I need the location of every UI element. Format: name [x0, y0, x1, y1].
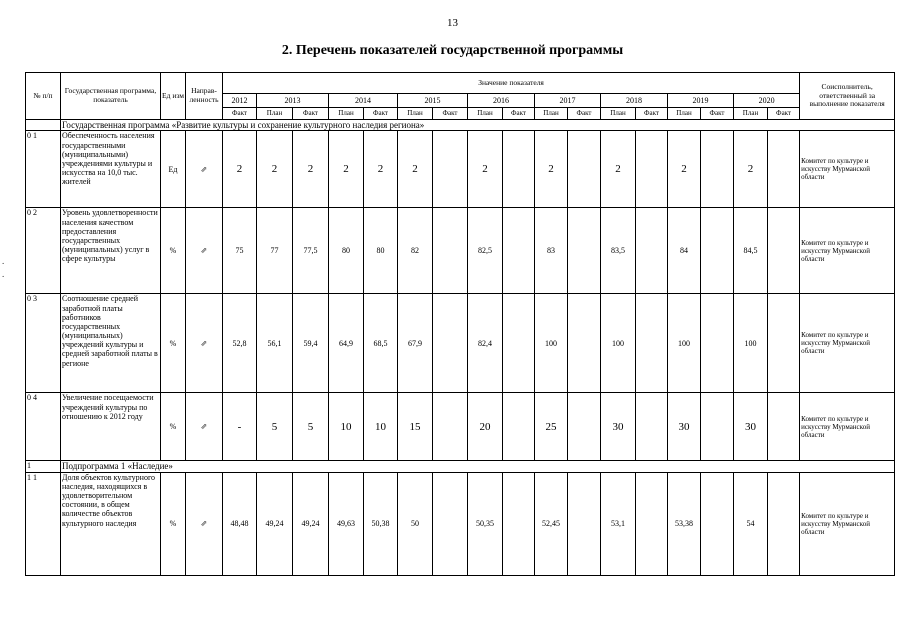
- indicator-value: 75: [223, 208, 257, 294]
- indicator-value: [568, 294, 601, 393]
- indicator-value: [568, 472, 601, 575]
- sub-header-cell: План: [601, 108, 636, 120]
- page-number: 13: [447, 17, 458, 29]
- indicator-value: [636, 393, 668, 461]
- indicator-value: 100: [668, 294, 701, 393]
- indicator-value: 52,45: [535, 472, 568, 575]
- indicator-row: [26, 472, 895, 575]
- indicator-value: [503, 294, 535, 393]
- indicator-value: [433, 472, 468, 575]
- direction-arrow-icon: ⇗: [186, 208, 223, 294]
- indicator-value: 84,5: [734, 208, 768, 294]
- indicator-value: [768, 472, 800, 575]
- sub-header-cell: План: [257, 108, 293, 120]
- indicator-name: Доля объектов культурного наследия, находящихся в удовлетворительном состоянии, в общем количестве объектов культурного наследия: [61, 472, 161, 575]
- indicator-value: [568, 208, 601, 294]
- indicator-value: 67,9: [398, 294, 433, 393]
- indicator-value: [433, 208, 468, 294]
- indicator-value: 84: [668, 208, 701, 294]
- indicator-value: 80: [364, 208, 398, 294]
- indicator-value: 64,9: [329, 294, 364, 393]
- direction-arrow-icon: ⇗: [186, 294, 223, 393]
- header-executor: Соисполнитель, ответственный за выполнение показателя: [800, 73, 895, 120]
- indicator-code: 0 1: [26, 131, 61, 208]
- indicator-unit: %: [161, 472, 186, 575]
- indicator-executor: Комитет по культуре и искусству Мурманской области: [800, 393, 895, 461]
- indicator-value: 83,5: [601, 208, 636, 294]
- table-body: [26, 120, 895, 576]
- section-row: [26, 461, 895, 472]
- year-2013: 2013: [257, 94, 329, 108]
- year-2018: 2018: [601, 94, 668, 108]
- indicator-unit: %: [161, 393, 186, 461]
- indicator-value: 77: [257, 208, 293, 294]
- header-no: № п/п: [26, 73, 61, 120]
- indicator-value: 52,8: [223, 294, 257, 393]
- indicator-executor: Комитет по культуре и искусству Мурманской области: [800, 131, 895, 208]
- sub-header-cell: План: [468, 108, 503, 120]
- year-2017: 2017: [535, 94, 601, 108]
- indicator-value: [568, 393, 601, 461]
- indicator-value: 80: [329, 208, 364, 294]
- indicator-value: 2: [398, 131, 433, 208]
- sub-header-cell: Факт: [293, 108, 329, 120]
- indicator-value: [701, 393, 734, 461]
- section-title: Государственная программа «Развитие культуры и сохранение культурного наследия региона»: [61, 120, 895, 131]
- indicator-value: 49,24: [293, 472, 329, 575]
- indicator-value: 54: [734, 472, 768, 575]
- indicator-value: 25: [535, 393, 568, 461]
- indicator-value: [701, 131, 734, 208]
- indicator-value: -: [223, 393, 257, 461]
- indicator-value: 83: [535, 208, 568, 294]
- sub-header-cell: План: [398, 108, 433, 120]
- section-row: [26, 120, 895, 131]
- indicator-value: [768, 131, 800, 208]
- year-2019: 2019: [668, 94, 734, 108]
- indicator-unit: Ед: [161, 131, 186, 208]
- indicator-value: 30: [668, 393, 701, 461]
- indicator-executor: Комитет по культуре и искусству Мурманской области: [800, 294, 895, 393]
- indicator-row: [26, 393, 895, 461]
- indicator-value: 2: [329, 131, 364, 208]
- indicator-value: 2: [293, 131, 329, 208]
- year-2014: 2014: [329, 94, 398, 108]
- direction-arrow-icon: ⇗: [186, 131, 223, 208]
- year-2016: 2016: [468, 94, 535, 108]
- margin-mark: .: [2, 269, 5, 279]
- indicator-value: 49,24: [257, 472, 293, 575]
- indicator-value: 82,4: [468, 294, 503, 393]
- indicator-value: [636, 208, 668, 294]
- sub-header-cell: План: [329, 108, 364, 120]
- sub-header-cell: Факт: [223, 108, 257, 120]
- indicator-value: [433, 294, 468, 393]
- indicator-value: [701, 472, 734, 575]
- sub-header-cell: Факт: [433, 108, 468, 120]
- indicators-table: [25, 72, 895, 576]
- sub-header-cell: Факт: [701, 108, 734, 120]
- indicator-value: 2: [734, 131, 768, 208]
- indicator-value: [701, 208, 734, 294]
- sub-header-cell: План: [734, 108, 768, 120]
- indicator-value: [503, 472, 535, 575]
- indicator-code: 0 4: [26, 393, 61, 461]
- indicator-value: 50,38: [364, 472, 398, 575]
- indicator-code: 0 2: [26, 208, 61, 294]
- indicator-value: 49,63: [329, 472, 364, 575]
- indicator-value: [701, 294, 734, 393]
- indicator-executor: Комитет по культуре и искусству Мурманской области: [800, 472, 895, 575]
- indicator-value: [568, 131, 601, 208]
- header-name: Государственная программа, показатель: [61, 73, 161, 120]
- indicator-name: Обеспеченность населения государственными (муниципальными) учреждениями культуры и искусства на 10,0 тыс. жителей: [61, 131, 161, 208]
- indicator-value: 2: [601, 131, 636, 208]
- indicator-value: 50: [398, 472, 433, 575]
- indicator-executor: Комитет по культуре и искусству Мурманской области: [800, 208, 895, 294]
- indicator-value: 2: [223, 131, 257, 208]
- indicator-value: [636, 472, 668, 575]
- indicator-value: [768, 393, 800, 461]
- indicator-code: 0 3: [26, 294, 61, 393]
- margin-mark: .: [2, 256, 5, 266]
- indicator-value: [768, 294, 800, 393]
- section-code: 1: [26, 461, 61, 472]
- indicator-value: 56,1: [257, 294, 293, 393]
- indicator-value: 30: [734, 393, 768, 461]
- indicator-row: [26, 131, 895, 208]
- indicator-value: 82: [398, 208, 433, 294]
- indicator-value: [636, 131, 668, 208]
- indicator-value: [636, 294, 668, 393]
- indicator-value: 2: [257, 131, 293, 208]
- indicator-value: [433, 393, 468, 461]
- indicator-value: 2: [364, 131, 398, 208]
- document-title: 2. Перечень показателей государственной программы: [281, 43, 624, 58]
- sub-header-cell: План: [668, 108, 701, 120]
- sub-header-cell: План: [535, 108, 568, 120]
- header-direction: Направ-ленность: [186, 73, 223, 120]
- indicator-value: 82,5: [468, 208, 503, 294]
- indicator-value: 100: [535, 294, 568, 393]
- indicator-value: 50,35: [468, 472, 503, 575]
- indicator-value: 59,4: [293, 294, 329, 393]
- indicator-value: 20: [468, 393, 503, 461]
- indicator-value: 100: [734, 294, 768, 393]
- indicator-value: 5: [293, 393, 329, 461]
- indicator-row: [26, 208, 895, 294]
- indicator-row: [26, 294, 895, 393]
- indicator-value: 77,5: [293, 208, 329, 294]
- indicator-value: 15: [398, 393, 433, 461]
- indicator-value: 68,5: [364, 294, 398, 393]
- indicator-value: [433, 131, 468, 208]
- indicator-value: [768, 208, 800, 294]
- indicator-value: 2: [535, 131, 568, 208]
- indicator-value: 2: [468, 131, 503, 208]
- indicator-name: Соотношение средней заработной платы работников государственных (муниципальных) учреждений культуры и средней заработной платы в регионе: [61, 294, 161, 393]
- sub-header-cell: Факт: [568, 108, 601, 120]
- indicator-code: 1 1: [26, 472, 61, 575]
- header-unit: Ед изм: [161, 73, 186, 120]
- indicator-value: 5: [257, 393, 293, 461]
- indicator-unit: %: [161, 208, 186, 294]
- indicator-value: 100: [601, 294, 636, 393]
- year-2015: 2015: [398, 94, 468, 108]
- section-code: [26, 120, 61, 131]
- indicator-value: 48,48: [223, 472, 257, 575]
- year-2012: 2012: [223, 94, 257, 108]
- margin-marks: [2, 255, 4, 281]
- header-values: Значение показателя: [223, 73, 800, 94]
- indicator-value: [503, 208, 535, 294]
- indicator-name: Уровень удовлетворенности населения качеством предоставления государственных (муниципальных) услуг в сфере культуры: [61, 208, 161, 294]
- indicator-value: [503, 131, 535, 208]
- section-title: Подпрограмма 1 «Наследие»: [61, 461, 895, 472]
- year-2020: 2020: [734, 94, 800, 108]
- sub-header-cell: Факт: [768, 108, 800, 120]
- indicator-value: 53,1: [601, 472, 636, 575]
- indicator-value: 10: [329, 393, 364, 461]
- indicator-value: [503, 393, 535, 461]
- indicator-value: 10: [364, 393, 398, 461]
- direction-arrow-icon: ⇗: [186, 472, 223, 575]
- direction-arrow-icon: ⇗: [186, 393, 223, 461]
- indicator-value: 53,38: [668, 472, 701, 575]
- indicator-name: Увеличение посещаемости учреждений культуры по отношению к 2012 году: [61, 393, 161, 461]
- sub-header-cell: Факт: [503, 108, 535, 120]
- indicator-value: 2: [668, 131, 701, 208]
- indicator-unit: %: [161, 294, 186, 393]
- sub-header-cell: Факт: [636, 108, 668, 120]
- sub-header-cell: Факт: [364, 108, 398, 120]
- indicator-value: 30: [601, 393, 636, 461]
